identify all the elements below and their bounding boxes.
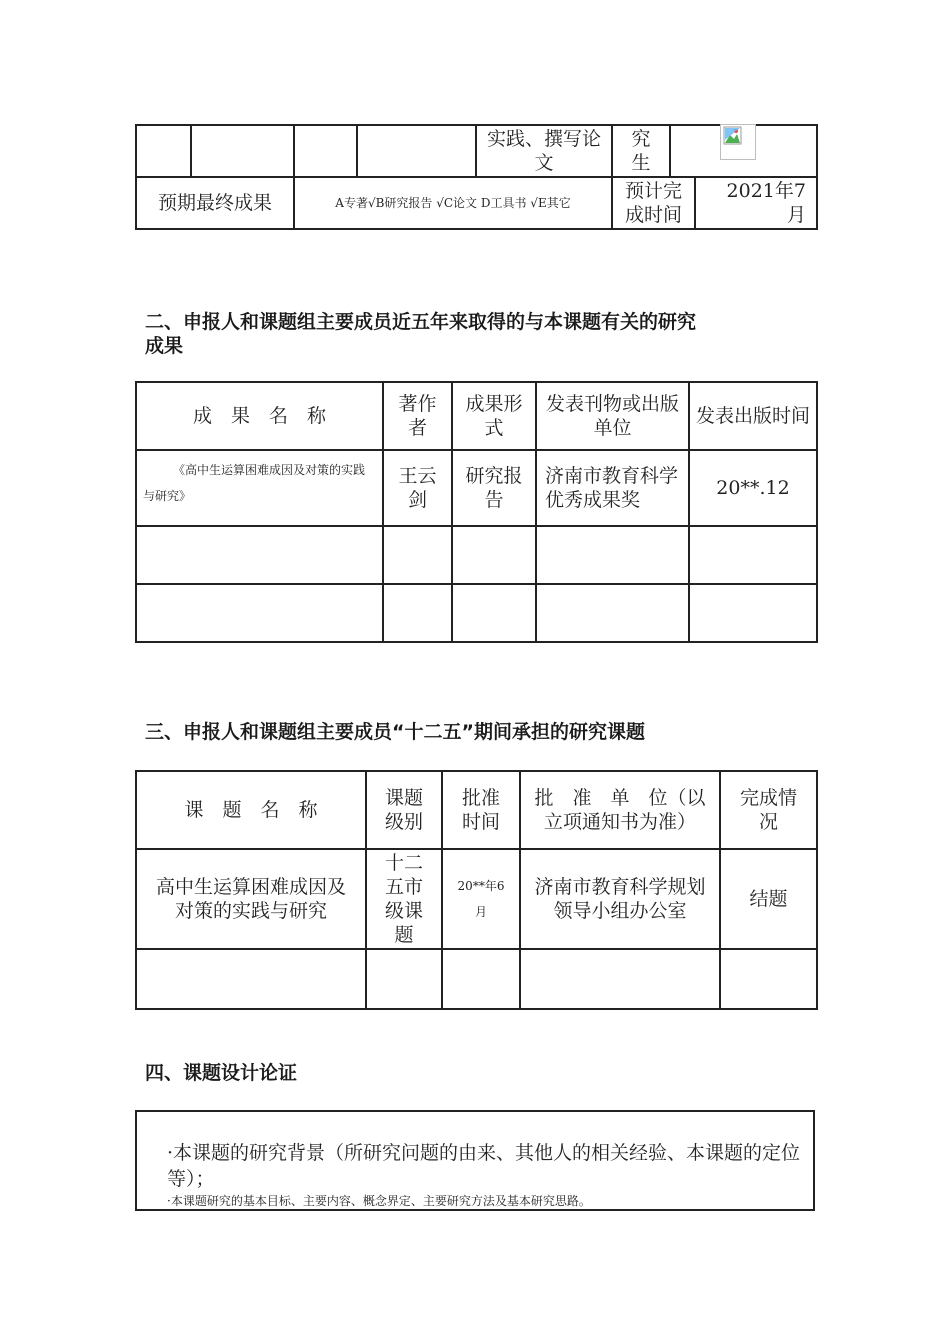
projects-header-time: 批准时间 xyxy=(442,771,520,849)
empty-cell xyxy=(536,584,689,642)
table-row xyxy=(136,584,817,642)
completion-time-value: 2021年7月 xyxy=(695,177,817,229)
top-cell-method: 实践、撰写论文 xyxy=(476,125,612,177)
section2-title xyxy=(145,310,696,358)
project-name: 高中生运算困难成因及对策的实践与研究 xyxy=(136,849,366,949)
empty-cell xyxy=(520,949,720,1009)
expected-outcome-options: A专著√B研究报告 √C论文 D工具书 √E其它 xyxy=(294,177,612,229)
achievements-table xyxy=(135,381,818,643)
empty-cell xyxy=(720,949,817,1009)
achievements-header-form: 成果形式 xyxy=(452,382,536,450)
section2-title-line2: 成果 xyxy=(145,335,184,357)
projects-header-level: 课题级别 xyxy=(366,771,442,849)
section3-title: 三、申报人和课题组主要成员“十二五”期间承担的研究课题 xyxy=(145,721,645,743)
projects-header-unit: 批 准 单 位（以立项通知书为准） xyxy=(520,771,720,849)
project-level: 十二五市级课题 xyxy=(366,849,442,949)
section4-title: 四、课题设计论证 xyxy=(145,1062,298,1084)
design-bullet-background: ·本课题的研究背景（所研究问题的由来、其他人的相关经验、本课题的定位等）； xyxy=(167,1142,801,1190)
projects-header-status: 完成情况 xyxy=(720,771,817,849)
achievements-header-author: 著作者 xyxy=(383,382,452,450)
top-cell-4 xyxy=(357,125,476,177)
empty-cell xyxy=(366,949,442,1009)
achievements-header-name: 成 果 名 称 xyxy=(136,382,383,450)
table-row xyxy=(136,849,817,949)
expected-outcome-label: 预期最终成果 xyxy=(136,177,294,229)
table-row xyxy=(136,949,817,1009)
empty-cell xyxy=(136,526,383,584)
achievement-date: 20**.12 xyxy=(689,450,817,526)
empty-cell xyxy=(442,949,520,1009)
achievement-publisher: 济南市教育科学优秀成果奖 xyxy=(536,450,689,526)
table-row xyxy=(136,526,817,584)
achievements-header-publisher: 发表刊物或出版单位 xyxy=(536,382,689,450)
empty-cell xyxy=(536,526,689,584)
empty-cell xyxy=(383,526,452,584)
empty-cell xyxy=(383,584,452,642)
empty-cell xyxy=(136,584,383,642)
table-row xyxy=(136,450,817,526)
achievements-header-date: 发表出版时间 xyxy=(689,382,817,450)
project-unit: 济南市教育科学规划领导小组办公室 xyxy=(520,849,720,949)
design-argument-box xyxy=(135,1110,815,1211)
project-time: 20**年6月 xyxy=(442,849,520,949)
empty-cell xyxy=(452,584,536,642)
empty-cell xyxy=(136,949,366,1009)
top-cell-2 xyxy=(191,125,294,177)
completion-time-label: 预计完成时间 xyxy=(612,177,695,229)
project-status: 结题 xyxy=(720,849,817,949)
empty-cell xyxy=(689,526,817,584)
empty-cell xyxy=(689,584,817,642)
achievement-author: 王云剑 xyxy=(383,450,452,526)
achievement-form: 研究报告 xyxy=(452,450,536,526)
top-table xyxy=(135,124,818,230)
achievement-name: 《高中生运算困难成因及对策的实践与研究》 xyxy=(136,450,383,526)
projects-header-name: 课 题 名 称 xyxy=(136,771,366,849)
section2-title-line1: 二、申报人和课题组主要成员近五年来取得的与本课题有关的研究 xyxy=(145,311,697,333)
top-cell-3 xyxy=(294,125,357,177)
top-cell-1 xyxy=(136,125,191,177)
projects-table xyxy=(135,770,818,1010)
top-cell-role: 究生 xyxy=(612,125,670,177)
broken-image-icon xyxy=(720,124,756,160)
empty-cell xyxy=(452,526,536,584)
design-bullet-goals: ·本课题研究的基本目标、主要内容、概念界定、主要研究方法及基本研究思路。 xyxy=(167,1194,591,1208)
